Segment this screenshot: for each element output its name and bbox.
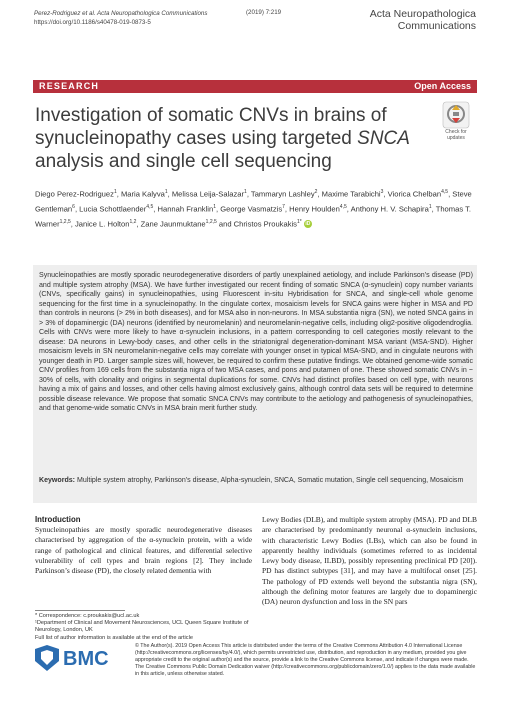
author-affiliation: 6 [72, 203, 75, 210]
author-list: Diego Perez-Rodriguez$^1$, Maria Kalyva$^1$, Melissa Leija-Salazar$^1$, Tammaryn Lashley$^2$, Maxime Tarabichi$^3$, Viorica Chelban$^{4,5}$, Steve Gentleman$^6$, Lucia Schottlaender$^{4,5}$, Hannah Franklin$^1$, George Vasmatzis$^7$, Henry Houlden$^{4,5}$, Anthony H. V. Schapira$^1$, Thomas T. Warner$^{1,2,5}$, Janice L. Holton$^{1,2}$, Zane Jaunmuktane$^{1,2,5}$ and Christos Proukakis$^{1*}$ iD [35, 189, 472, 229]
author-info-note: Full list of author information is available at the end of the article [35, 634, 193, 641]
title-main: Investigation of somatic CNVs in brains of synucleinopathy cases using targeted [35, 105, 387, 149]
author-affiliation: 1 [428, 203, 432, 210]
affiliation-note: ¹Department of Clinical and Movement Neurosciences, UCL Queen Square Institute of Neurology, London, UK [35, 620, 249, 634]
section-heading-introduction: Introduction [35, 515, 81, 524]
author-name: Melissa Leija-Salazar [171, 189, 245, 199]
footnote-divider [35, 610, 125, 611]
author-name: George Vasmatzis [220, 204, 283, 214]
article-title [35, 104, 415, 173]
author-name: Zane Jaunmuktane [140, 219, 206, 229]
article-type-banner [33, 80, 477, 93]
journal-name-line1: Acta Neuropathologica [369, 8, 476, 20]
author-name: Maria Kalyva [120, 189, 165, 199]
orcid-icon[interactable]: iD [305, 221, 311, 228]
open-access-label: Open Access [414, 81, 471, 91]
journal-name [370, 8, 476, 32]
author-affiliation: 1 [213, 203, 216, 210]
author-affiliation: 1,2 [129, 218, 137, 225]
author-name: Christos Proukakis [233, 219, 297, 229]
author-name: Janice L. Holton [74, 219, 130, 229]
keywords-list: Multiple system atrophy, Parkinson’s disease, Alpha-synuclein, SNCA, Somatic mutation, Single cell sequencing, Mosaicism [77, 477, 464, 484]
check-updates-line1: Check for [445, 129, 467, 135]
author-affiliation: 1,2,5 [205, 218, 217, 225]
author-name: Tammaryn Lashley [250, 189, 315, 199]
author-name: Diego Perez-Rodriguez [35, 189, 114, 199]
year-volume: (2019) 7:219 [246, 9, 282, 16]
author-affiliation: 4,5 [441, 189, 449, 195]
title-gene: SNCA [357, 128, 410, 149]
author-affiliation: 1* [296, 218, 302, 225]
bmc-logo [33, 643, 123, 673]
footnotes [35, 613, 265, 642]
journal-name-line2: Communications [397, 20, 476, 32]
author-name: Anthony H. V. Schapira [350, 204, 429, 214]
author-name: Hannah Franklin [157, 204, 214, 214]
author-name: Henry Houlden [289, 204, 340, 214]
citation-header [34, 9, 207, 27]
article-type: RESEARCH [39, 81, 100, 91]
title-end: analysis and single cell sequencing [35, 151, 332, 172]
keywords-label: Keywords: [39, 477, 76, 484]
author-affiliation: 1 [113, 189, 117, 195]
check-for-updates-button[interactable] [437, 101, 475, 147]
author-affiliation: 1,2,5 [59, 218, 71, 225]
author-affiliation: 4,5 [339, 203, 347, 210]
author-affiliation: 4,5 [146, 203, 154, 210]
correspondence-email[interactable]: * Correspondence: c.proukakis@ucl.ac.uk [35, 613, 140, 619]
author-affiliation: 3 [380, 189, 384, 195]
author-name: Lucia Schottlaender [79, 204, 147, 214]
crossmark-icon [437, 101, 475, 129]
check-updates-line2: updates [447, 135, 465, 141]
abstract-box [33, 265, 477, 503]
author-name: Maxime Tarabichi [321, 189, 381, 199]
intro-paragraph-right: Lewy Bodies (DLB), and multiple system atrophy (MSA). PD and DLB are characterised by predominantly neuronal α-synuclein inclusions, with characteristic Lewy Bodies (LBs), which can also be found in apparently healthy individuals (sometimes referred to as incidental Lewy body disease, ILBD), possibly representing preclinical PD [20]). PD has distinct subtypes [31], and may have a multifocal onset [25]. The pathology of PD extends well beyond the substantia nigra (SN), although the defining motor features are largely due to dopaminergic (DA) neuron dysfunction and loss in the SN pars [262, 515, 477, 607]
author-affiliation: 7 [282, 203, 285, 210]
author-affiliation: 2 [314, 189, 318, 195]
author-affiliation: 1 [244, 189, 247, 195]
author-name: Viorica Chelban [387, 189, 442, 199]
abstract-text: Synucleinopathies are mostly sporadic neurodegenerative disorders of partly unexplained aetiology, and include Parkinson’s disease (PD) and multiple system atrophy (MSA). We have further investigated our recent finding of somatic SNCA (α-synuclein) copy number variants (CNVs, specifically gains) in synucleinopathies, using Fluorescent in-situ Hybridisation for SNCA, and single-cell whole genome sequencing for the first time in a synucleinopathy. In the cingulate cortex, mosaicism levels for SNCA gains were higher in MSA and PD than controls in neurons (> 2% in both diseases), and for MSA also in non-neurons. In MSA substantia nigra (SN), we noted SNCA gains in > 3% of dopaminergic (DA) neurons (identified by neuromelanin) and neuromelanin-negative cells, including olig2-positive oligodendroglia. Cells with CNVs were more likely to have α-synuclein inclusions, in a pattern corresponding to cell categories mostly relevant to the disease: DA neurons in Lewy-body cases, and other cells in the striatonigral degeneration-dominant MSA variant (MSA-SND). Higher mosaicism levels in SN neuromelanin-negative cells may correlate with younger onset in typical MSA-SND, and in cingulate neurons with younger death in PD. Larger sample sizes will, however, be required to confirm these putative findings. We obtained genome-wide somatic CNV profiles from 169 cells from the substantia nigra of two MSA cases, and pons and putamen of one. These showed somatic CNVs in ~ 30% of cells, with clonality and origins in segmental duplications for some. CNVs had distinct profiles based on cell type, with neurons having a mix of gains and losses, and other cells having almost exclusively gains, although control data sets will be required to determine possible disease relevance. We propose that somatic SNCA CNVs may contribute to the aetiology and pathogenesis of synucleinopathies, and that genome-wide somatic CNVs in MSA brain merit further study. [39, 272, 473, 412]
citation-line: Perez-Rodriguez et al. Acta Neuropathologica Communications [34, 10, 208, 17]
author-name: Thomas T. Warner [35, 204, 471, 229]
intro-paragraph-left: Synucleinopathies are mostly sporadic neurodegenerative diseases characterised by aggregation of the α-synuclein protein, with a wide range of pathological and clinical features, and differential selective vulnerability of cell types and brain regions [2]. They include Parkinson’s disease (PD), the closely related dementia with [35, 525, 252, 576]
author-name: Steve Gentleman [35, 189, 472, 214]
publisher-name: BMC [63, 648, 109, 670]
doi-link[interactable]: https://doi.org/10.1186/s40478-019-0873-5 [34, 19, 151, 26]
keywords [39, 476, 473, 486]
license-statement: © The Author(s). 2019 Open Access This article is distributed under the terms of the Creative Commons Attribution 4.0 International License (http://creativecommons.org/licenses/by/4.0/), which permits unrestricted use, distribution, and reproduction in any medium, provided you give appropriate credit to the original author(s) and the source, provide a link to the Creative Commons license, and indicate if changes were made. The Creative Commons Public Domain Dedication waiver (http://creativecommons.org/publicdomain/zero/1.0/) applies to the data made available in this article, unless otherwise stated. [135, 643, 476, 677]
author-affiliation: 1 [164, 189, 168, 195]
